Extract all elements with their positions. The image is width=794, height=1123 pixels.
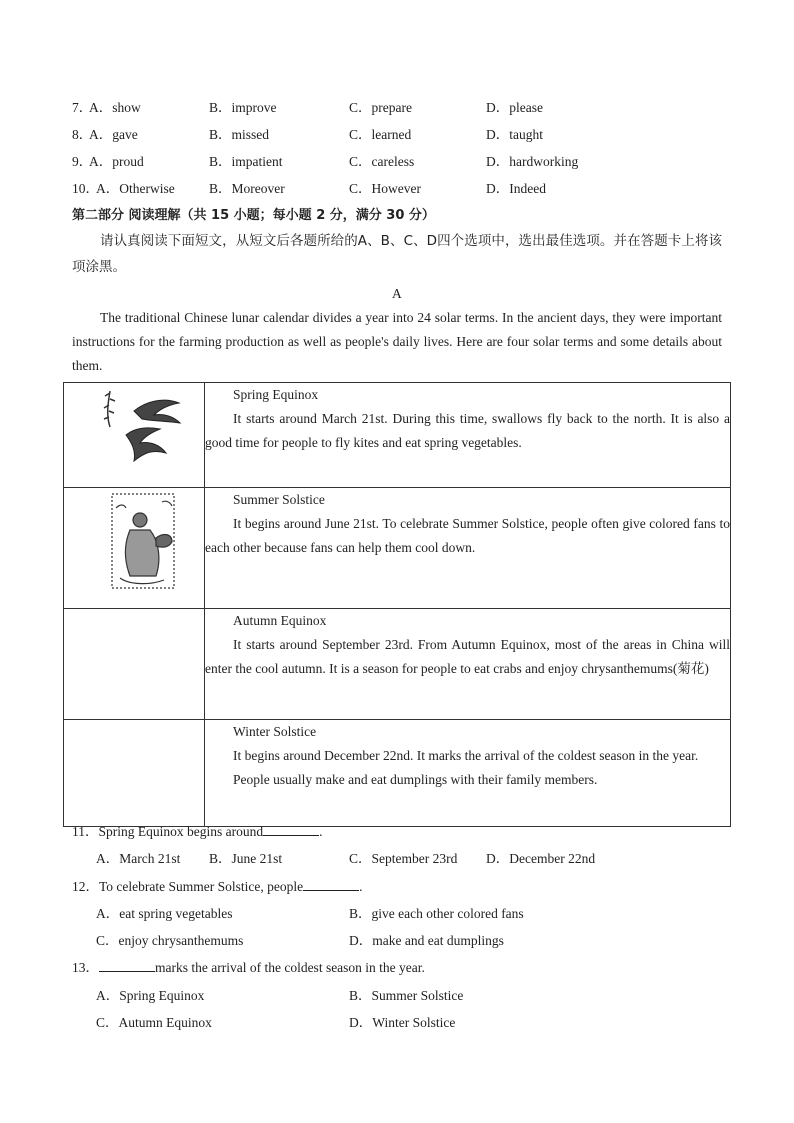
summer-solstice-cell xyxy=(205,488,731,609)
question-8 xyxy=(72,123,722,143)
question-10 xyxy=(72,177,722,197)
question-number: 7． xyxy=(72,100,93,115)
answer-blank xyxy=(99,959,155,972)
term-text: It begins around December 22nd. It marks the arrival of the coldest season in the year. xyxy=(233,748,699,763)
term-text: It begins around June 21st. To celebrate Summer Solstice, people often give colored fans to each other because fans can help them cool down. xyxy=(205,516,730,555)
option-b: B．Summer Solstice xyxy=(349,988,464,1003)
question-number: 12． xyxy=(72,879,99,894)
question-stem-end: . xyxy=(319,824,323,839)
autumn-equinox-cell xyxy=(205,609,731,720)
term-name: Spring Equinox xyxy=(233,387,319,402)
table-row xyxy=(64,720,731,827)
option-a: A．show xyxy=(89,100,141,115)
option-a: A．Spring Equinox xyxy=(96,988,205,1003)
answer-blank xyxy=(303,878,359,891)
passage-intro: The traditional Chinese lunar calendar divides a year into 24 solar terms. In the ancient days, they were important instructions for the farming production as well as people's daily lives. Here are four solar terms and some details about them. xyxy=(72,310,722,373)
passage-label: A xyxy=(392,286,402,301)
question-number: 8． xyxy=(72,127,93,142)
option-c: C．enjoy chrysanthemums xyxy=(96,933,244,948)
question-number: 9． xyxy=(72,154,93,169)
spring-equinox-cell xyxy=(205,383,731,488)
term-extra: People usually make and eat dumplings with their family members. xyxy=(233,772,598,787)
option-b: B．impatient xyxy=(209,154,283,169)
question-number: 11． xyxy=(72,824,99,839)
question-13 xyxy=(72,956,425,976)
question-7 xyxy=(72,96,722,116)
term-name: Summer Solstice xyxy=(233,492,325,507)
term-name: Autumn Equinox xyxy=(233,613,327,628)
option-b: B．improve xyxy=(209,100,277,115)
option-c: C．However xyxy=(349,181,421,196)
option-d: D．Indeed xyxy=(486,181,546,196)
question-11 xyxy=(72,820,323,840)
option-b: B．June 21st xyxy=(209,851,283,866)
option-c: C．learned xyxy=(349,127,412,142)
question-9 xyxy=(72,150,722,170)
option-a: A．proud xyxy=(89,154,144,169)
option-d: D．taught xyxy=(486,127,543,142)
option-a: A．Otherwise xyxy=(96,181,175,196)
option-c: C．Autumn Equinox xyxy=(96,1015,212,1030)
option-d: D．December 22nd xyxy=(486,851,596,866)
question-stem: marks the arrival of the coldest season in the year. xyxy=(155,960,425,975)
section-title: 第二部分 阅读理解（共 15 小题；每小题 2 分，满分 30 分） xyxy=(72,208,435,223)
table-row xyxy=(64,383,731,488)
empty-picture-cell xyxy=(64,720,205,827)
question-stem: Spring Equinox begins around xyxy=(98,824,264,839)
question-stem: To celebrate Summer Solstice, people xyxy=(99,879,304,894)
option-b: B．Moreover xyxy=(209,181,285,196)
figure-with-fan-icon xyxy=(64,488,204,604)
option-d: D．make and eat dumplings xyxy=(349,933,504,948)
empty-picture-cell xyxy=(64,609,205,720)
question-stem-end: . xyxy=(359,879,363,894)
winter-solstice-cell xyxy=(205,720,731,827)
answer-blank xyxy=(263,823,319,836)
term-text: It starts around September 23rd. From Autumn Equinox, most of the areas in China will enter the cool autumn. It is a season for people to eat crabs and enjoy chrysanthemums(菊花) xyxy=(205,637,730,676)
option-d: D．hardworking xyxy=(486,154,579,169)
option-b: B．missed xyxy=(209,127,270,142)
option-c: C．prepare xyxy=(349,100,412,115)
question-number: 10． xyxy=(72,181,99,196)
option-c: C．September 23rd xyxy=(349,851,458,866)
table-row xyxy=(64,609,731,720)
option-a: A．March 21st xyxy=(96,851,181,866)
option-d: D．please xyxy=(486,100,543,115)
option-b: B．give each other colored fans xyxy=(349,906,524,921)
table-row xyxy=(64,488,731,609)
section-instruction: 请认真阅读下面短文，从短文后各题所给的A、B、C、D四个选项中，选出最佳选项。并在答题卡上将该项涂黑。 xyxy=(72,233,722,275)
solar-terms-table xyxy=(63,382,731,827)
option-d: D．Winter Solstice xyxy=(349,1015,456,1030)
fan-picture-cell xyxy=(64,488,205,609)
option-c: C．careless xyxy=(349,154,415,169)
option-a: A．gave xyxy=(89,127,138,142)
term-name: Winter Solstice xyxy=(233,724,317,739)
question-number: 13． xyxy=(72,960,99,975)
swallow-icon xyxy=(64,383,204,483)
option-a: A．eat spring vegetables xyxy=(96,906,233,921)
question-12 xyxy=(72,875,363,895)
swallow-picture-cell xyxy=(64,383,205,488)
term-text: It starts around March 21st. During this time, swallows fly back to the north. It is also a good time for people to fly kites and eat spring vegetables. xyxy=(205,411,730,450)
